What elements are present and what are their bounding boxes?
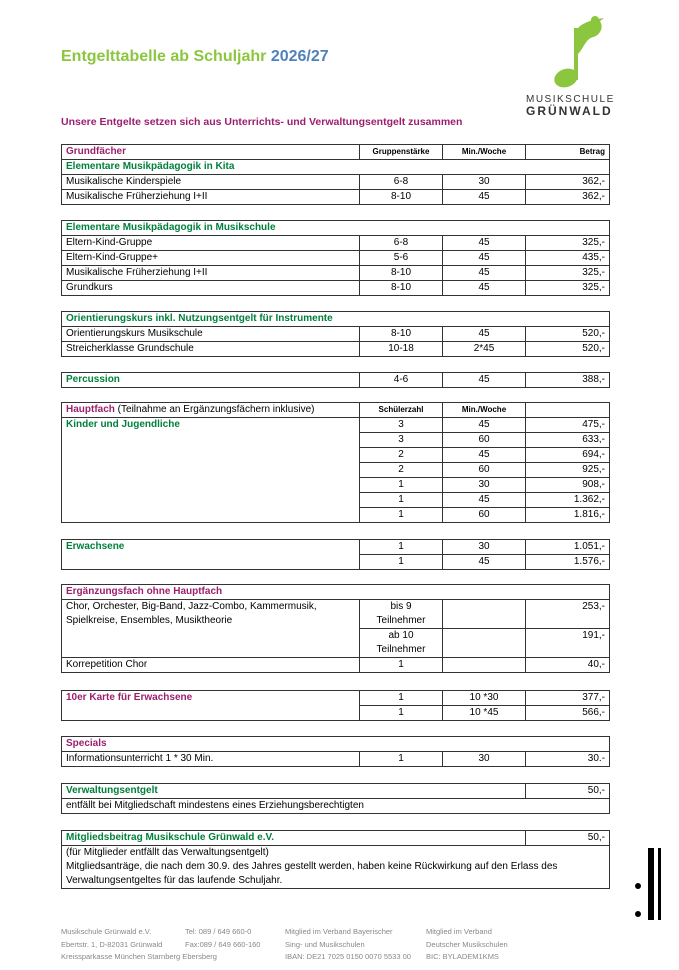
section-heading: Ergänzungsfach ohne Hauptfach bbox=[62, 585, 610, 600]
course-name: Percussion bbox=[62, 373, 360, 388]
section-heading-row bbox=[62, 737, 610, 752]
price: 475,- bbox=[526, 418, 610, 433]
section-heading: 10er Karte für Erwachsene bbox=[62, 691, 360, 721]
minutes: 60 bbox=[443, 463, 526, 478]
empty-cell bbox=[526, 403, 610, 418]
header-schuelerzahl: Schülerzahl bbox=[360, 403, 443, 418]
course-name: Informationsunterricht 1 * 30 Min. bbox=[62, 752, 360, 767]
minutes: 45 bbox=[443, 281, 526, 296]
course-name: Streicherklasse Grundschule bbox=[62, 342, 360, 357]
group-size: 1 bbox=[360, 493, 443, 508]
group-size: 8-10 bbox=[360, 327, 443, 342]
header-min-woche: Min./Woche bbox=[443, 403, 526, 418]
table-row bbox=[62, 373, 610, 388]
group-size: 5-6 bbox=[360, 251, 443, 266]
group-size: 8-10 bbox=[360, 266, 443, 281]
footer-line: Mitglied im Verband bbox=[426, 927, 492, 936]
price: 50,- bbox=[526, 784, 610, 799]
footer-column-4 bbox=[426, 926, 508, 964]
section-erwachsene bbox=[61, 539, 609, 570]
section-heading-row bbox=[62, 221, 610, 236]
minutes: 30 bbox=[443, 540, 526, 555]
header-gruppenstaerke: Gruppenstärke bbox=[360, 145, 443, 160]
table-row bbox=[62, 784, 610, 799]
page-title bbox=[61, 48, 329, 66]
group-size: 6-8 bbox=[360, 175, 443, 190]
section-heading: Verwaltungsentgelt bbox=[62, 784, 526, 799]
header-min-woche: Min./Woche bbox=[443, 145, 526, 160]
ergaenzung-description bbox=[62, 600, 360, 658]
minutes: 45 bbox=[443, 373, 526, 388]
desc-line2: Spielkreise, Ensembles, Musiktheorie bbox=[66, 615, 233, 626]
table-row bbox=[62, 418, 610, 433]
minutes: 30 bbox=[443, 478, 526, 493]
footer-line: Kreissparkasse München Starnberg Ebersberg bbox=[61, 952, 217, 961]
footer-line: Ebertstr. 1, D-82031 Grünwald bbox=[61, 939, 163, 949]
footer-line: IBAN: DE21 7025 0150 0070 5533 00 bbox=[285, 952, 411, 961]
group-size: 3 bbox=[360, 418, 443, 433]
price: 520,- bbox=[526, 342, 610, 357]
price: 1.816,- bbox=[526, 508, 610, 523]
group-line1: ab 10 bbox=[388, 630, 414, 641]
table-row bbox=[62, 251, 610, 266]
minutes: 30 bbox=[443, 752, 526, 767]
table-row bbox=[62, 600, 610, 629]
group-line2: Teilnehmer bbox=[376, 644, 426, 655]
table-row bbox=[62, 540, 610, 555]
minutes: 10 *45 bbox=[443, 706, 526, 721]
minutes: 30 bbox=[443, 175, 526, 190]
group-size: 1 bbox=[360, 508, 443, 523]
group-size: 1 bbox=[360, 691, 443, 706]
group-size: 10-18 bbox=[360, 342, 443, 357]
desc-line1: Chor, Orchester, Big-Band, Jazz-Combo, Kammermusik, bbox=[66, 601, 317, 612]
music-repeat-sign-icon bbox=[630, 848, 670, 923]
price: 50,- bbox=[526, 831, 610, 846]
note-line: Verwaltungsentgeltes für das laufende Schuljahr. bbox=[66, 875, 283, 886]
logo-text-line2: GRÜNWALD bbox=[526, 104, 613, 118]
price: 908,- bbox=[526, 478, 610, 493]
section-10er-karte bbox=[61, 690, 609, 721]
table-row bbox=[62, 266, 610, 281]
section-heading: Mitgliedsbeitrag Musikschule Grünwald e.V. bbox=[62, 831, 526, 846]
group-size: 3 bbox=[360, 433, 443, 448]
price: 1.576,- bbox=[526, 555, 610, 570]
price: 325,- bbox=[526, 236, 610, 251]
group-size: 1 bbox=[360, 555, 443, 570]
price: 435,- bbox=[526, 251, 610, 266]
price: 520,- bbox=[526, 327, 610, 342]
footer-line: Sing- und Musikschulen bbox=[285, 939, 365, 949]
section-specials bbox=[61, 736, 609, 767]
minutes bbox=[443, 629, 526, 658]
course-name: Musikalische Früherziehung I+II bbox=[62, 266, 360, 281]
group-size: 6-8 bbox=[360, 236, 443, 251]
minutes: 10 *30 bbox=[443, 691, 526, 706]
section-hauptfach bbox=[61, 402, 609, 523]
minutes bbox=[443, 600, 526, 629]
group-size: 2 bbox=[360, 448, 443, 463]
table-row bbox=[62, 752, 610, 767]
price: 694,- bbox=[526, 448, 610, 463]
price: 253,- bbox=[526, 600, 610, 629]
section-heading-row bbox=[62, 160, 610, 175]
group-size: 1 bbox=[360, 540, 443, 555]
minutes: 45 bbox=[443, 236, 526, 251]
footer-line: Deutscher Musikschulen bbox=[426, 939, 508, 949]
minutes bbox=[443, 658, 526, 673]
minutes: 45 bbox=[443, 190, 526, 205]
group-size: 1 bbox=[360, 706, 443, 721]
minutes: 45 bbox=[443, 555, 526, 570]
header-betrag: Betrag bbox=[526, 145, 610, 160]
course-name: Musikalische Früherziehung I+II bbox=[62, 190, 360, 205]
price: 30.- bbox=[526, 752, 610, 767]
price: 633,- bbox=[526, 433, 610, 448]
table-row bbox=[62, 190, 610, 205]
minutes: 2*45 bbox=[443, 342, 526, 357]
course-name: Eltern-Kind-Gruppe+ bbox=[62, 251, 360, 266]
hauptfach-subheading: Kinder und Jugendliche bbox=[62, 418, 360, 523]
footer-line: Mitglied im Verband Bayerischer bbox=[285, 927, 393, 936]
price: 325,- bbox=[526, 281, 610, 296]
section-heading: Specials bbox=[62, 737, 610, 752]
section-mitgliedsbeitrag bbox=[61, 830, 609, 889]
price: 362,- bbox=[526, 175, 610, 190]
section-verwaltungsentgelt bbox=[61, 783, 609, 814]
hauptfach-note: (Teilnahme an Ergänzungsfächern inklusive) bbox=[114, 404, 315, 415]
course-name: Orientierungskurs Musikschule bbox=[62, 327, 360, 342]
table-row bbox=[62, 327, 610, 342]
course-name: Musikalische Kinderspiele bbox=[62, 175, 360, 190]
group-size: 8-10 bbox=[360, 190, 443, 205]
group-size: 1 bbox=[360, 752, 443, 767]
footer-column-2 bbox=[185, 926, 260, 951]
course-name: Grundkurs bbox=[62, 281, 360, 296]
hauptfach-title: Hauptfach bbox=[66, 404, 115, 415]
verwaltung-note: entfällt bei Mitgliedschaft mindestens eines Erziehungsberechtigten bbox=[62, 799, 610, 814]
price: 191,- bbox=[526, 629, 610, 658]
price: 1.362,- bbox=[526, 493, 610, 508]
footer-line: BIC: BYLADEM1KMS bbox=[426, 952, 499, 961]
price: 325,- bbox=[526, 266, 610, 281]
section-percussion bbox=[61, 372, 609, 388]
table-row bbox=[62, 342, 610, 357]
section-musikschule bbox=[61, 220, 609, 296]
subtitle: Unsere Entgelte setzen sich aus Unterrichts- und Verwaltungsentgelt zusammen bbox=[61, 116, 463, 128]
section-heading: Elementare Musikpädagogik in Kita bbox=[62, 160, 610, 175]
section-heading-row bbox=[62, 312, 610, 327]
table-row bbox=[62, 831, 610, 846]
section-heading: Erwachsene bbox=[62, 540, 360, 570]
section-heading-row bbox=[62, 403, 610, 418]
footer-column-3 bbox=[285, 926, 411, 964]
logo-text-line1: MUSIKSCHULE bbox=[526, 94, 615, 105]
group-size: 1 bbox=[360, 478, 443, 493]
note-line: (für Mitglieder entfällt das Verwaltungsentgelt) bbox=[66, 847, 269, 858]
section-heading bbox=[62, 403, 360, 418]
section-ergaenzungsfach bbox=[61, 584, 609, 673]
title-year: 2026/27 bbox=[270, 48, 329, 65]
mitglied-notes bbox=[62, 846, 610, 889]
price: 925,- bbox=[526, 463, 610, 478]
price: 388,- bbox=[526, 373, 610, 388]
group-size bbox=[360, 600, 443, 629]
table-row bbox=[62, 846, 610, 889]
header-grundfaecher: Grundfächer bbox=[62, 145, 360, 160]
footer-line: Tel: 089 / 649 660-0 bbox=[185, 927, 252, 936]
group-size bbox=[360, 629, 443, 658]
course-name: Korrepetition Chor bbox=[62, 658, 360, 673]
minutes: 45 bbox=[443, 251, 526, 266]
minutes: 45 bbox=[443, 418, 526, 433]
group-line2: Teilnehmer bbox=[376, 615, 426, 626]
minutes: 45 bbox=[443, 327, 526, 342]
section-heading-row bbox=[62, 585, 610, 600]
minutes: 45 bbox=[443, 493, 526, 508]
section-heading: Elementare Musikpädagogik in Musikschule bbox=[62, 221, 610, 236]
section-kita bbox=[61, 144, 609, 205]
minutes: 45 bbox=[443, 448, 526, 463]
group-size: 8-10 bbox=[360, 281, 443, 296]
section-orientierungskurs bbox=[61, 311, 609, 357]
table-row bbox=[62, 281, 610, 296]
group-line1: bis 9 bbox=[390, 601, 412, 612]
group-size: 2 bbox=[360, 463, 443, 478]
group-size: 4-6 bbox=[360, 373, 443, 388]
footer-line: Fax:089 / 649 660-160 bbox=[185, 939, 261, 949]
table-row bbox=[62, 175, 610, 190]
table-row bbox=[62, 658, 610, 673]
price: 1.051,- bbox=[526, 540, 610, 555]
minutes: 45 bbox=[443, 266, 526, 281]
title-text: Entgelttabelle ab Schuljahr bbox=[61, 48, 267, 65]
group-size: 1 bbox=[360, 658, 443, 673]
price: 362,- bbox=[526, 190, 610, 205]
price: 40,- bbox=[526, 658, 610, 673]
minutes: 60 bbox=[443, 433, 526, 448]
table-row bbox=[62, 236, 610, 251]
course-name: Eltern-Kind-Gruppe bbox=[62, 236, 360, 251]
footer-line: Musikschule Grünwald e.V. bbox=[61, 927, 152, 936]
minutes: 60 bbox=[443, 508, 526, 523]
price: 377,- bbox=[526, 691, 610, 706]
table-row bbox=[62, 691, 610, 706]
note-line: Mitgliedsanträge, die nach dem 30.9. des Jahres gestellt werden, haben keine Rückwirkung auf den Erlass des bbox=[66, 861, 558, 872]
table-header-row bbox=[62, 145, 610, 160]
price: 566,- bbox=[526, 706, 610, 721]
table-row bbox=[62, 799, 610, 814]
section-heading: Orientierungskurs inkl. Nutzungsentgelt für Instrumente bbox=[62, 312, 610, 327]
